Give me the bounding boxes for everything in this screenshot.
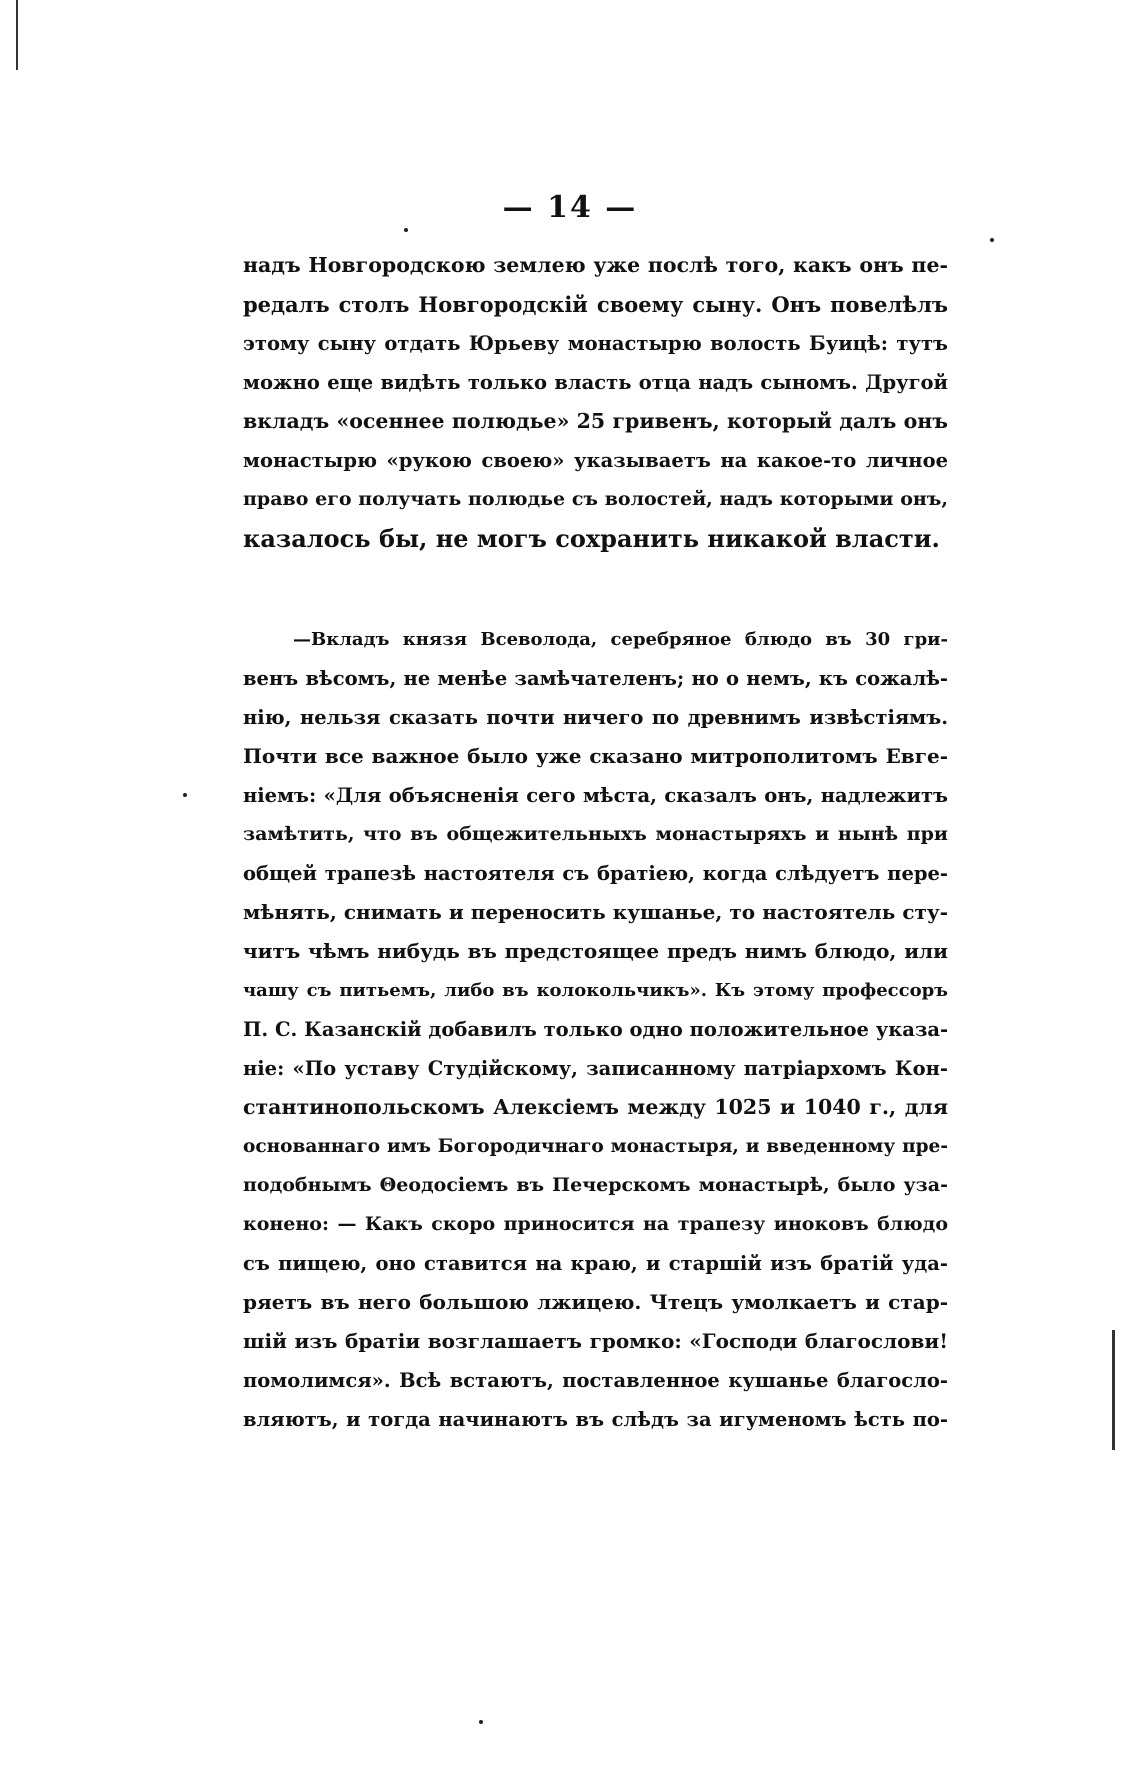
text-line: конено: — Какъ скоро приносится на трапезу иноковъ блюдо [243, 1213, 948, 1235]
scan-speck [990, 238, 994, 242]
text-line: помолимся». Всѣ встаютъ, поставленное кушанье благосло- [243, 1369, 948, 1392]
text-line: подобнымъ Θеодосіемъ въ Печерскомъ монастырѣ, было уза- [243, 1174, 948, 1196]
text-line: П. С. Казанскій добавилъ только одно положительное указа- [243, 1018, 949, 1041]
text-line: Почти все важное было уже сказано митрополитомъ Евге- [243, 744, 948, 768]
text-line: основаннаго имъ Богородичнаго монастыря, и введенному пре- [243, 1136, 948, 1157]
text-line: ніемъ: «Для объясненія сего мѣста, сказалъ онъ, надлежитъ [243, 784, 948, 807]
text-line: вкладъ «осеннее полюдье» 25 гривенъ, который далъ онъ [243, 409, 948, 433]
page-number: — 14 — [502, 190, 638, 225]
text-line: можно еще видѣть только власть отца надъ сыномъ. Другой [243, 371, 948, 394]
text-line: монастырю «рукою своею» указываетъ на какое-то личное [243, 449, 948, 472]
text-line: редалъ столъ Новгородскій своему сыну. Онъ повелѣлъ [243, 292, 948, 317]
paragraph-2 [243, 620, 948, 1439]
scan-edge-mark-right [1112, 1330, 1115, 1450]
text-line: право его получать полюдье съ волостей, надъ которыми онъ, [243, 488, 948, 510]
scan-speck [183, 793, 187, 797]
text-line: вляютъ, и тогда начинаютъ въ слѣдъ за игуменомъ ѣсть по- [243, 1408, 948, 1431]
text-line: казалось бы, не могъ сохранить никакой власти. [243, 524, 940, 553]
text-line: читъ чѣмъ нибудь въ предстоящее предъ нимъ блюдо, или [243, 939, 948, 963]
text-line: шій изъ братіи возглашаетъ громко: «Господи благослови! [243, 1329, 948, 1353]
text-line: замѣтить, что въ общежительныхъ монастыряхъ и нынѣ при [243, 823, 948, 845]
text-line: чашу съ питьемъ, либо въ колокольчикъ». Къ этому профессоръ [243, 980, 948, 1001]
text-line: съ пищею, оно ставится на краю, и старшій изъ братій уда- [243, 1252, 948, 1275]
text-line: ряетъ въ него большою лжицею. Чтецъ умолкаетъ и стар- [243, 1290, 948, 1314]
text-line: нію, нельзя сказать почти ничего по древнимъ извѣстіямъ. [243, 706, 948, 729]
paragraph-1 [243, 246, 948, 558]
text-line: венъ вѣсомъ, не менѣе замѣчателенъ; но о немъ, къ сожалѣ- [243, 667, 948, 690]
text-line: общей трапезѣ настоятеля съ братіею, когда слѣдуетъ пере- [243, 862, 948, 885]
scan-speck [479, 1720, 483, 1724]
scan-edge-mark-top-left [16, 0, 18, 70]
text-line: мѣнять, снимать и переносить кушанье, то настоятель сту- [243, 900, 948, 924]
text-line: —Вкладъ князя Всеволода, серебряное блюдо въ 30 гри- [293, 629, 948, 650]
text-line: стантинопольскомъ Алексіемъ между 1025 и 1040 г., для [243, 1095, 948, 1119]
text-line: надъ Новгородскою землею уже послѣ того, какъ онъ пе- [243, 253, 948, 277]
scan-speck [404, 228, 408, 232]
text-line: ніе: «По уставу Студійскому, записанному патріархомъ Кон- [243, 1057, 948, 1080]
text-line: этому сыну отдать Юрьеву монастырю волость Буицѣ: тутъ [243, 332, 948, 355]
